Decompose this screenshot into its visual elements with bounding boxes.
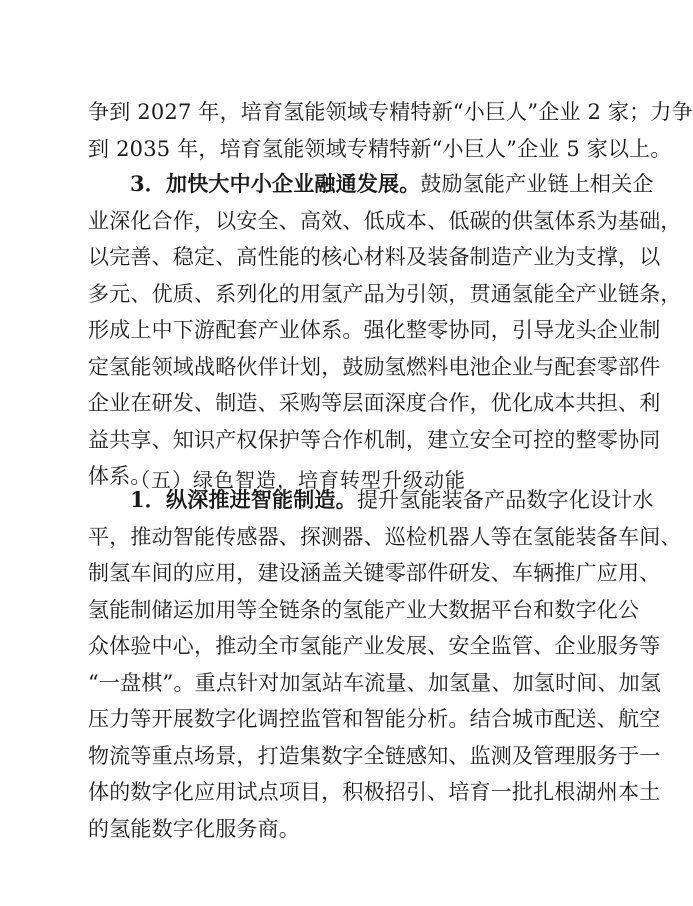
item-title: 纵深推进智能制造。 <box>166 487 357 512</box>
text-line: 形成上中下游配套产业体系。强化整零协同，引导龙头企业制 <box>88 318 661 342</box>
text-line: 氢能制储运加用等全链条的氢能产业大数据平台和数字化公 <box>88 597 640 622</box>
item-text: 鼓励氢能产业链上相关企 <box>420 172 654 196</box>
section-heading: （五）绿色智造，培育转型升级动能 <box>130 468 466 492</box>
text-line: “一盘棋”。重点针对加氢站车流量、加氢量、加氢时间、加氢 <box>88 670 662 695</box>
text-line: 的氢能数字化服务商。 <box>88 816 300 841</box>
item-title: 加快大中小企业融通发展。 <box>166 171 421 196</box>
text-line: 平，推动智能传感器、探测器、巡检机器人等在氢能装备车间、 <box>88 524 682 549</box>
paragraph-targets <box>88 94 693 167</box>
text-line: 制氢车间的应用，建设涵盖关键零部件研发、车辆推广应用、 <box>88 561 661 585</box>
text-line <box>88 166 654 203</box>
text-line: 争到 2027 年，培育氢能领域专精特新“小巨人”企业 2 家；力争 <box>88 100 693 124</box>
text-line: 众体验中心，推动全市氢能产业发展、安全监管、企业服务等 <box>88 634 661 658</box>
item-number: 1． <box>130 487 167 512</box>
text-line: 业深化合作，以安全、高效、低成本、低碳的供氢体系为基础， <box>88 208 682 233</box>
text-line <box>88 482 654 519</box>
text-line: 企业在研发、制造、采购等层面深度合作，优化成本共担、利 <box>88 391 661 415</box>
item-text: 提升氢能装备产品数字化设计水 <box>356 488 654 512</box>
text-line: 定氢能领域战略伙伴计划，鼓励氢燃料电池企业与配套零部件 <box>88 354 661 379</box>
text-line: 体系。 <box>88 464 152 488</box>
text-line: 多元、优质、系列化的用氢产品为引领，贯通氢能全产业链条， <box>88 281 682 306</box>
text-line: 物流等重点场景，打造集数字全链感知、监测及管理服务于一 <box>88 743 661 768</box>
text-line: 益共享、知识产权保护等合作机制，建立安全可控的整零协同 <box>88 427 661 452</box>
text-line: 以完善、稳定、高性能的核心材料及装备制造产业为支撑，以 <box>88 245 661 269</box>
item-number: 3． <box>130 171 167 196</box>
text-line: 体的数字化应用试点项目，积极招引、培育一批扎根湖州本土 <box>88 780 661 804</box>
paragraph-sme-integration <box>88 166 682 495</box>
paragraph-smart-manufacturing <box>88 482 682 847</box>
text-line: 到 2035 年，培育氢能领域专精特新“小巨人”企业 5 家以上。 <box>88 136 672 161</box>
text-line: 压力等开展数字化调控监管和智能分析。结合城市配送、航空 <box>88 707 661 731</box>
